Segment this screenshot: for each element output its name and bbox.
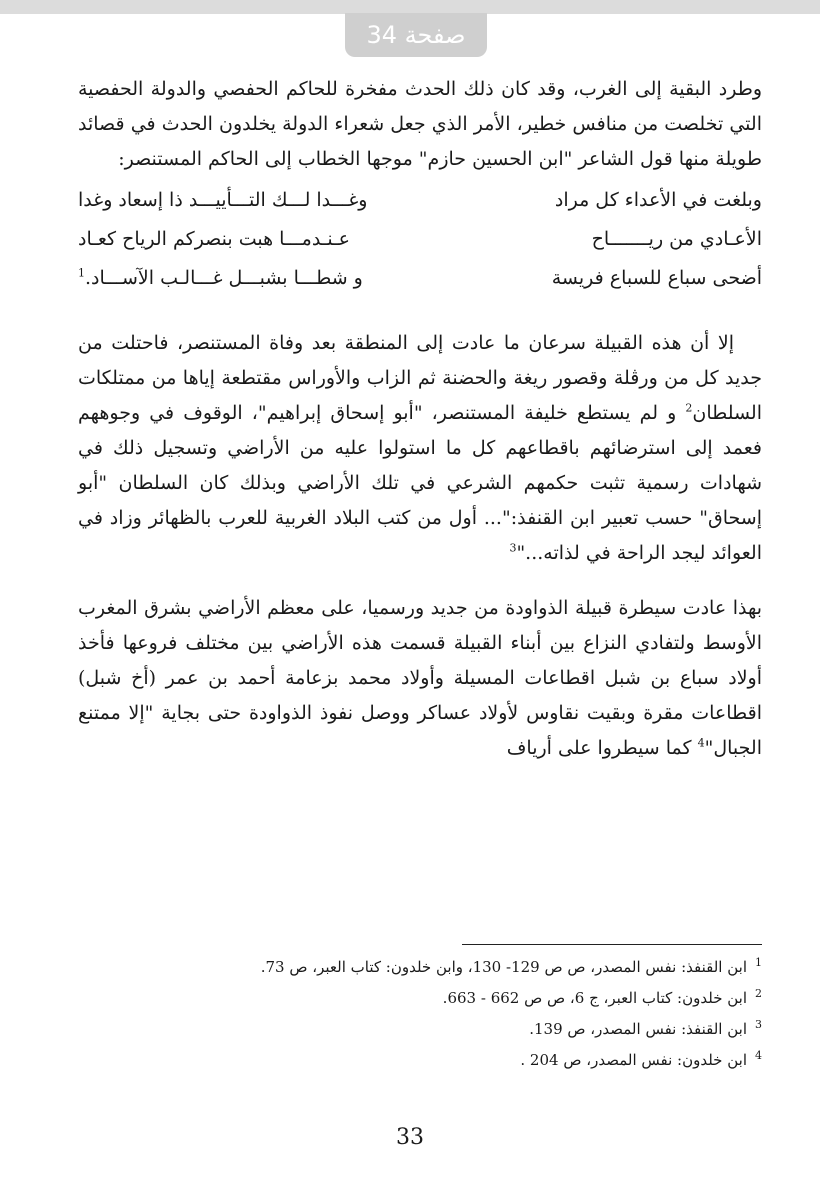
footnote [200, 1014, 762, 1045]
poem-verse [78, 259, 762, 298]
verse-first-hemistich: أضحى سباع للسباع فريسة [551, 267, 762, 289]
paragraph-text: بهذا عادت سيطرة قبيلة الذواودة من جديد ورسميا، على معظم الأراضي بشرق المغرب الأوسط ولتفادي النزاع بين أبناء القبيلة قسمت هذه الأراضي بين مختلف فروعها فأخذ أولاد سباع بن شبل اقطاعات المسيلة وأولاد محمد بزعامة أحمد بن عمر (أخ شبل) اقطاعات مقرة وبقيت نقاوس لأولاد عساكر ووصل نفوذ الذواودة حتى بجاية "إلا ممتنع الجبال" [78, 597, 762, 759]
footnote-number: 3 [755, 1018, 762, 1031]
verse-second-hemistich: وغـــدا لـــك التـــأييـــد ذا إسعاد وغدا [78, 189, 368, 211]
footnote-number: 4 [755, 1049, 762, 1062]
spacer [78, 306, 762, 326]
footnotes [200, 952, 762, 1076]
verse-second-hemistich: عـنـدمـــا هبت بنصركم الرياح كعـاد [78, 228, 351, 250]
footnote [200, 1045, 762, 1076]
page-body [78, 72, 762, 766]
footnote-text: ابن خلدون: نفس المصدر، ص 204 . [520, 1051, 747, 1069]
verse-first-hemistich: وبلغت في الأعداء كل مراد [554, 189, 762, 211]
footnote-text: ابن خلدون: كتاب العبر، ج 6، ص ص 662 - 663. [442, 989, 747, 1007]
poem-verse [78, 181, 762, 220]
paragraph-text: و لم يستطع خليفة المستنصر، "أبو إسحاق إبراهيم"، الوقوف في وجوههم فعمد إلى استرضائهم باقطاعهم كل ما استولوا عليه من الأراضي وتسجيل ذلك في شهادات رسمية تثبت حكمهم الشرعي في تلك الأراضي وبذلك كان السلطان "أبو إسحاق" حسب تعبير ابن القنفذ:"... أول من كتب البلاد الغربية للعرب بالظهائر وزاد في العوائد ليجد الراحة في لذاته..." [78, 402, 762, 564]
verse-text: و شطـــا بشبـــل غـــالـب الآســـاد. [85, 267, 363, 289]
spacer [78, 571, 762, 591]
top-band [0, 0, 820, 14]
paragraph-2 [78, 326, 762, 571]
paragraph-1: وطرد البقية إلى الغرب، وقد كان ذلك الحدث مفخرة للحاكم الحفصي والدولة الحفصية التي تخلصت من منافس خطير، الأمر الذي جعل شعراء الدولة يخلدون الحدث في قصائد طويلة منها قول الشاعر "ابن الحسين حازم" موجها الخطاب إلى الحاكم المستنصر: [78, 78, 762, 170]
footnote-number: 1 [755, 956, 762, 969]
page-badge: صفحة 34 [345, 13, 487, 57]
footnote-separator [462, 944, 762, 945]
paragraph-text: كما سيطروا على أرياف [506, 737, 698, 759]
page-number: 33 [396, 1125, 424, 1150]
poem-verse [78, 220, 762, 259]
verse-first-hemistich: الأعـادي من ريـــــــاح [591, 228, 762, 250]
paragraph-3 [78, 591, 762, 766]
poem [78, 181, 762, 298]
footnote [200, 952, 762, 983]
footnote-number: 2 [755, 987, 762, 1000]
footnote-ref: 2 [685, 401, 693, 415]
footnote-ref: 4 [697, 736, 705, 750]
footnote-text: ابن القنفذ: نفس المصدر، ص ص 129- 130، وابن خلدون: كتاب العبر، ص 73. [260, 958, 747, 976]
footnote-ref: 3 [509, 541, 517, 555]
verse-second-hemistich [78, 261, 504, 296]
footnote [200, 983, 762, 1014]
paragraph-text: إلا أن هذه القبيلة سرعان ما عادت إلى المنطقة بعد وفاة المستنصر، فاحتلت من جديد كل من ورڤلة وقصور ريغة والحضنة ثم الزاب والأوراس مقتطعة إياها من ممتلكات السلطان [78, 332, 762, 424]
footnote-text: ابن القنفذ: نفس المصدر، ص 139. [529, 1020, 747, 1038]
footnote-ref: 1 [78, 266, 85, 280]
